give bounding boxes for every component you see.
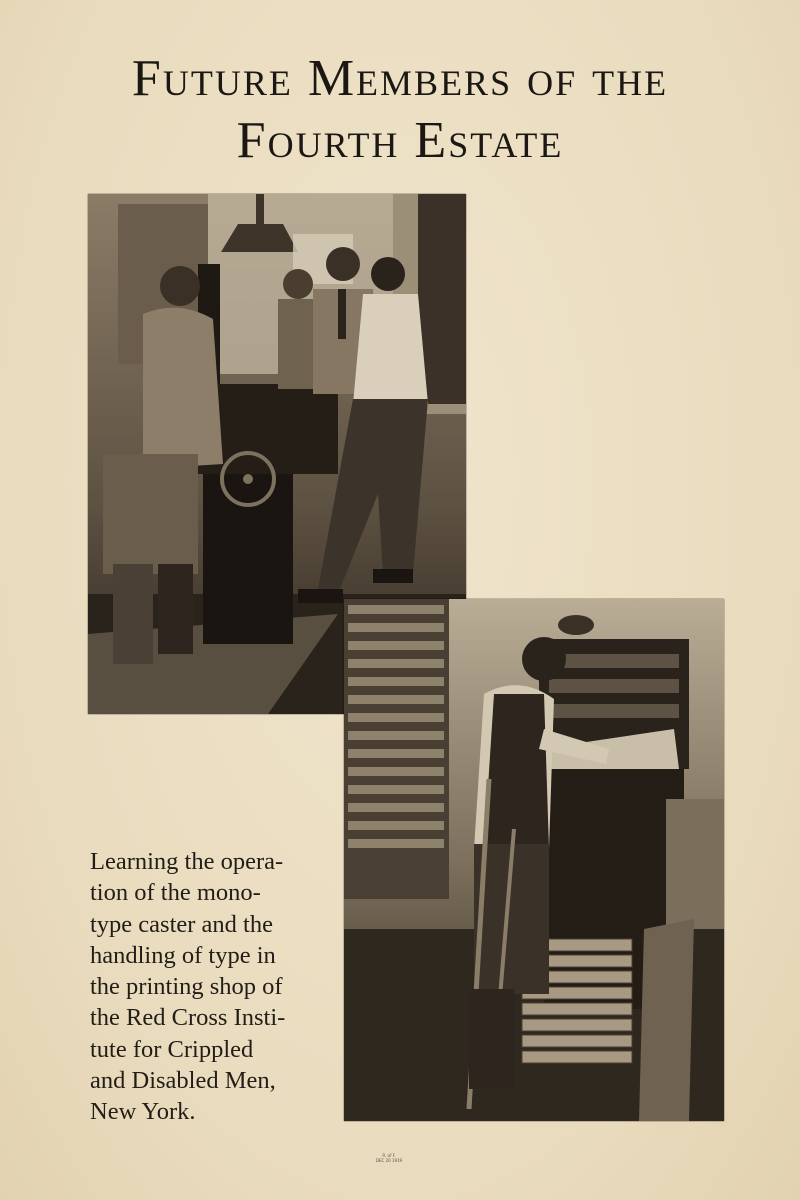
page-title	[0, 48, 800, 172]
title-line-1: Future Members of the	[131, 50, 669, 107]
photo-caption: Learning the opera- tion of the mono- type caster and the handling of type in the printing shop of the Red Cross Insti- tute for Crippled and Disabled Men, New York.	[90, 848, 286, 1126]
photo-type-handling-image	[344, 599, 724, 1121]
title-line-2: Fourth Estate	[236, 112, 564, 169]
photo-type-handling	[344, 599, 724, 1121]
library-stamp: R. of F. DEC 20 1919	[375, 1153, 403, 1163]
